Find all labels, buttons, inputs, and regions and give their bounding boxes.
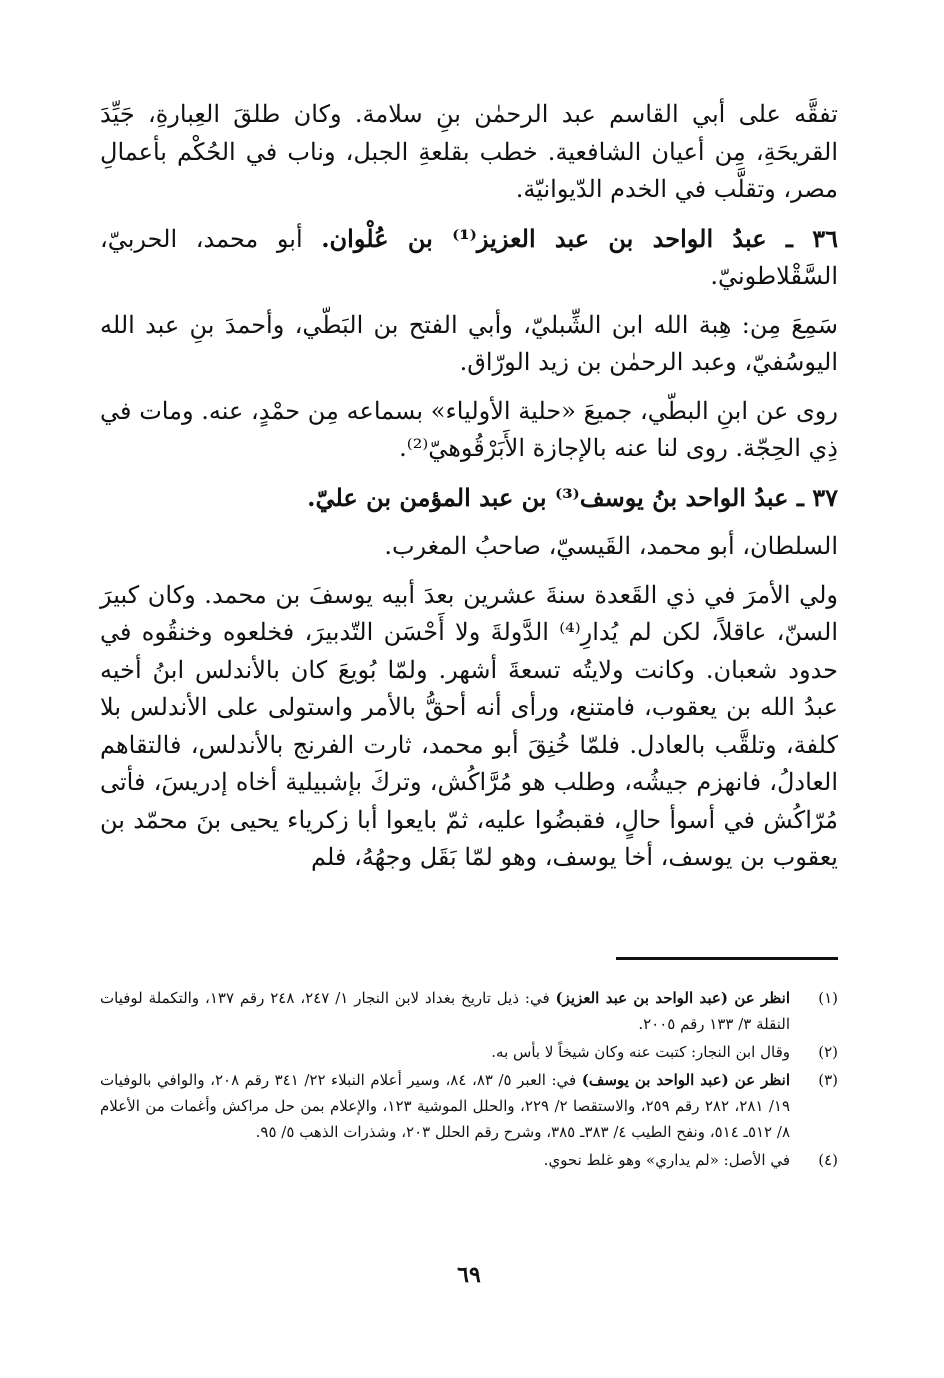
footnote-1-text: في: ذيل تاريخ بغداد لابن النجار ١/ ٢٤٧، ٢٤٨ رقم ١٣٧، والتكملة لوفيات النقلة ٣/ ١٣٣ رقم ٢٠٠٥.: [100, 989, 790, 1033]
paragraph-6-text: السلطان، أبو محمد، القَيسيّ، صاحبُ المغرب.: [384, 532, 838, 560]
paragraph-6: [100, 528, 838, 566]
paragraph-7-text: ولي الأمرَ في ذي القَعدة سنةَ عشرين بعدَ أبيه يوسفَ بن محمد. وكان كبيرَ السنّ، عاقلاً، لكن لم يُدارِ⁽⁴⁾ الدَّولةَ ولا أَحْسَن التّدبيرَ، فخلعوه وخنقُوه في حدود شعبان. وكانت ولايتُه تسعةَ أشهر. ولمّا بُويعَ كان بالأندلس ابنُ أخيه عبدُ الله بن يعقوب، فامتنع، ورأى أنه أحقُّ بالأمر واستولى على الأندلس بلا كلفة، وتلقَّب بالعادل. فلمّا خُنِقَ أبو محمد، ثارت الفرنج بالأندلس، فالتقاهم العادلُ، فانهزم جيشُه، وطلب هو مُرَّاكُش، وتركَ بإشبيلية أخاه إدريسَ، فأتى مُرّاكُش في أسوأ حالٍ، فقبضُوا عليه، ثمّ بايعوا أبا زكرياء يحيى بنَ محمّد بن يعقوب بن يوسف، أخا يوسف، وهو لمّا بَقَل وجهُهُ، فلم: [100, 580, 839, 871]
footnote-2-text: وقال ابن النجار: كتبت عنه وكان شيخاً لا بأس به.: [491, 1043, 790, 1061]
paragraph-1-text: تفقَّه على أبي القاسم عبد الرحمٰن بنِ سلامة. وكان طلقَ العِبارةِ، جَيِّدَ القريحَةِ، مِن أعيان الشافعية. خطب بقلعةِ الجبل، وناب في الحُكْم بأعمالِ مصر، وتقلَّب في الخدم الدّيوانيّة.: [100, 100, 838, 203]
footnote-1-number: (١): [818, 989, 838, 1007]
paragraph-3: [100, 307, 838, 382]
entry-37: [100, 479, 838, 518]
footnote-1: [100, 985, 838, 1037]
footnote-4: [100, 1147, 838, 1173]
entry-37-heading: ٣٧ ـ عبدُ الواحد بنُ يوسف⁽³⁾ بن عبد المؤمن بن عليّ.: [307, 482, 838, 512]
paragraph-7: [100, 577, 838, 877]
entry-36-text: أبو محمد، الحربيّ، السَّقْلاطونيّ.: [100, 224, 838, 290]
footnote-4-number: (٤): [818, 1151, 838, 1169]
footnote-3-text: في: العبر ٥/ ٨٣، ٨٤، وسير أعلام النبلاء ٢٢/ ٣٤١ رقم ٢٠٨، والوافي بالوفيات ١٩/ ٢٨١، ٢٨٢ رقم ٢٥٩، والاستقصا ٢/ ٢٢٩، والحلل الموشية ١٢٣، والإعلام بمن حل مراكش وأغمات من الأعلام ٨/ ٥١٢ـ ٥١٤، ونفح الطيب ٤/ ٣٨٣ـ ٣٨٥، وشرح رقم الحلل ٢٠٣، وشذرات الذهب ٥/ ٩٥.: [100, 1071, 791, 1141]
footnote-4-text: في الأصل: «لم يداري» وهو غلط نحوي.: [543, 1151, 790, 1169]
footnote-1-subject: انظر عن (عبد الواحد بن عبد العزيز): [555, 989, 790, 1007]
footnotes: [100, 985, 838, 1175]
paragraph-4-text: روى عن ابنِ البطّي، جميعَ «حلية الأولياء» بسماعه مِن حمْدٍ، عنه. ومات في ذِي الحِجّة. روى لنا عنه بالإجازة الأَبَرْقُوهيّ⁽²⁾.: [100, 396, 838, 462]
entry-36-heading: ٣٦ ـ عبدُ الواحد بن عبد العزيز⁽¹⁾ بن عُلْوان.: [321, 223, 839, 253]
paragraph-3-text: سَمِعَ مِن: هِبة الله ابن الشِّبليّ، وأبي الفتح بن البَطّي، وأحمدَ بنِ عبد الله اليوسُفيّ، وعبد الرحمٰن بن زيد الورّاق.: [100, 310, 838, 376]
book-page: [100, 0, 838, 1378]
footnote-2-number: (٢): [818, 1043, 838, 1061]
paragraph-4: [100, 393, 838, 468]
footnote-3-subject: انظر عن (عبد الواحد بن يوسف): [581, 1071, 790, 1089]
footnote-separator: [616, 957, 838, 960]
paragraph-1: [100, 96, 838, 209]
footnote-3-number: (٣): [818, 1071, 838, 1089]
footnote-3: [100, 1067, 838, 1145]
entry-36: [100, 220, 838, 296]
page-number: ٦٩: [457, 1262, 481, 1288]
footnote-2: [100, 1039, 838, 1065]
main-text: [100, 96, 838, 888]
